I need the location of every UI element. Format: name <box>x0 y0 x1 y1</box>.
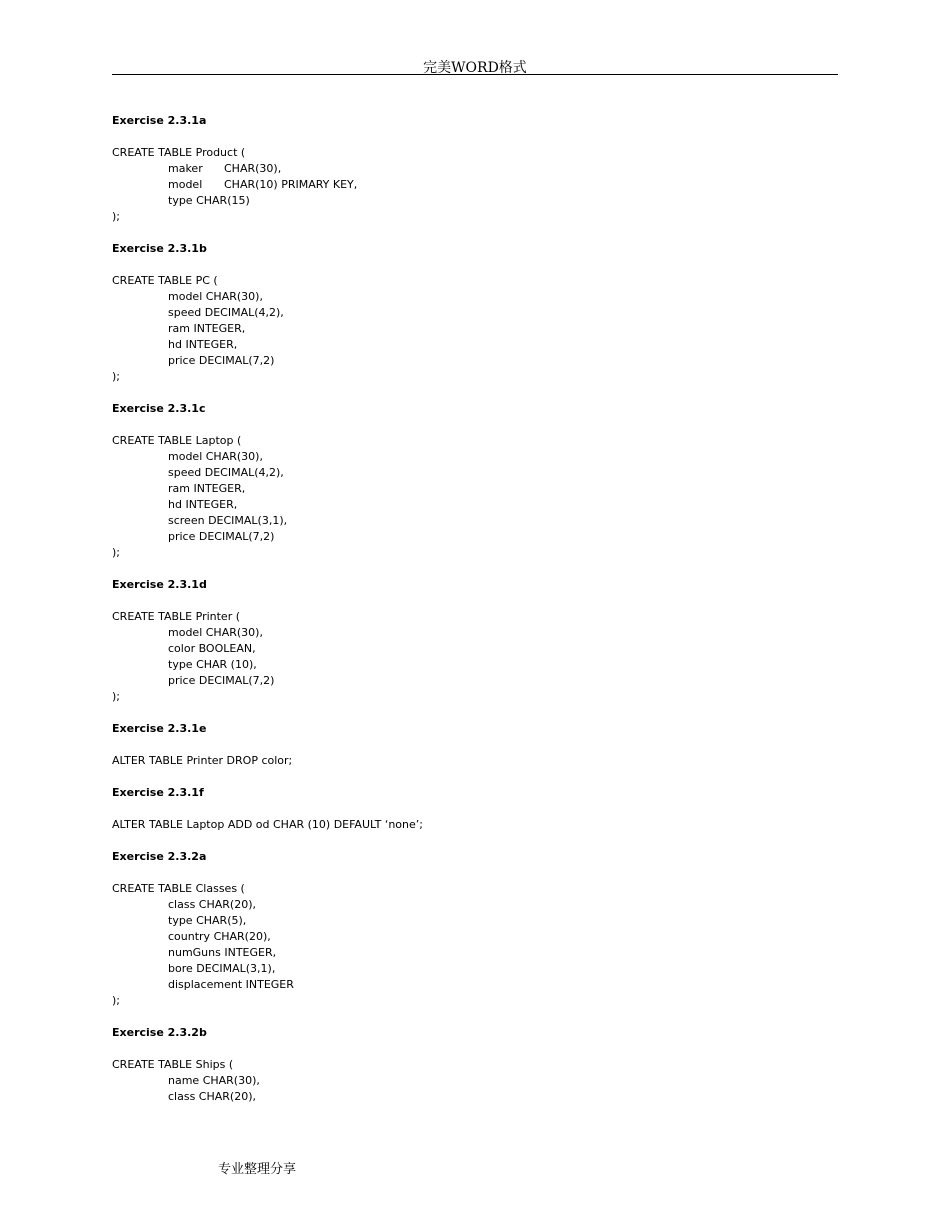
spacer <box>112 865 838 881</box>
code-line: color BOOLEAN, <box>168 642 256 655</box>
code-line: speed DECIMAL(4,2), <box>168 306 284 319</box>
code-line: displacement INTEGER <box>168 978 294 991</box>
code-line: type CHAR(5), <box>168 914 247 927</box>
code-line: ALTER TABLE Laptop ADD od CHAR (10) DEFAULT ‘none’; <box>112 818 423 831</box>
code-line: speed DECIMAL(4,2), <box>168 466 284 479</box>
code-line: type CHAR (10), <box>168 658 257 671</box>
code-line: CREATE TABLE Product ( <box>112 146 246 159</box>
code-line: country CHAR(20), <box>168 930 271 943</box>
code-line <box>112 177 838 193</box>
exercise-heading: Exercise 2.3.1c <box>112 402 206 415</box>
exercise-heading: Exercise 2.3.1f <box>112 786 204 799</box>
spacer <box>112 225 838 241</box>
code-line: model CHAR(30), <box>168 290 263 303</box>
code-line: ); <box>112 546 120 559</box>
exercise-heading: Exercise 2.3.1d <box>112 578 207 591</box>
spacer <box>112 801 838 817</box>
code-line: price DECIMAL(7,2) <box>168 354 275 367</box>
spacer <box>112 1009 838 1025</box>
spacer <box>112 129 838 145</box>
exercise-heading: Exercise 2.3.2a <box>112 850 207 863</box>
code-line: model CHAR(30), <box>168 626 263 639</box>
code-line: CREATE TABLE PC ( <box>112 274 218 287</box>
code-line: price DECIMAL(7,2) <box>168 530 275 543</box>
code-line: name CHAR(30), <box>168 1074 260 1087</box>
column-type: CHAR(30), <box>224 162 282 175</box>
code-line: class CHAR(20), <box>168 898 256 911</box>
code-line: type CHAR(15) <box>168 194 250 207</box>
code-line: ram INTEGER, <box>168 482 246 495</box>
code-line: price DECIMAL(7,2) <box>168 674 275 687</box>
exercise-heading: Exercise 2.3.1e <box>112 722 207 735</box>
code-line: ram INTEGER, <box>168 322 246 335</box>
code-line: ); <box>112 370 120 383</box>
column-name: model <box>168 178 203 191</box>
code-line: CREATE TABLE Classes ( <box>112 882 245 895</box>
code-line: hd INTEGER, <box>168 338 238 351</box>
spacer <box>112 737 838 753</box>
code-line: ALTER TABLE Printer DROP color; <box>112 754 293 767</box>
spacer <box>112 385 838 401</box>
code-line: ); <box>112 690 120 703</box>
exercise-heading: Exercise 2.3.1b <box>112 242 207 255</box>
code-line: model CHAR(30), <box>168 450 263 463</box>
code-line: ); <box>112 994 120 1007</box>
page-footer: 专业整理分享 <box>218 1162 297 1177</box>
spacer <box>112 705 838 721</box>
code-line: class CHAR(20), <box>168 1090 256 1103</box>
column-name: maker <box>168 162 203 175</box>
code-line: CREATE TABLE Printer ( <box>112 610 241 623</box>
exercise-heading: Exercise 2.3.2b <box>112 1026 207 1039</box>
spacer <box>112 417 838 433</box>
document-body <box>112 113 838 1105</box>
code-line: CREATE TABLE Ships ( <box>112 1058 234 1071</box>
code-line: bore DECIMAL(3,1), <box>168 962 276 975</box>
code-line: screen DECIMAL(3,1), <box>168 514 288 527</box>
exercise-heading: Exercise 2.3.1a <box>112 114 207 127</box>
spacer <box>112 561 838 577</box>
code-line: ); <box>112 210 120 223</box>
spacer <box>112 593 838 609</box>
spacer <box>112 1041 838 1057</box>
header-rule <box>112 74 838 75</box>
code-line <box>112 161 838 177</box>
spacer <box>112 769 838 785</box>
code-line: numGuns INTEGER, <box>168 946 277 959</box>
spacer <box>112 257 838 273</box>
code-line: hd INTEGER, <box>168 498 238 511</box>
code-line: CREATE TABLE Laptop ( <box>112 434 242 447</box>
column-type: CHAR(10) PRIMARY KEY, <box>224 178 358 191</box>
page-header: 完美WORD格式 <box>423 60 527 76</box>
spacer <box>112 833 838 849</box>
